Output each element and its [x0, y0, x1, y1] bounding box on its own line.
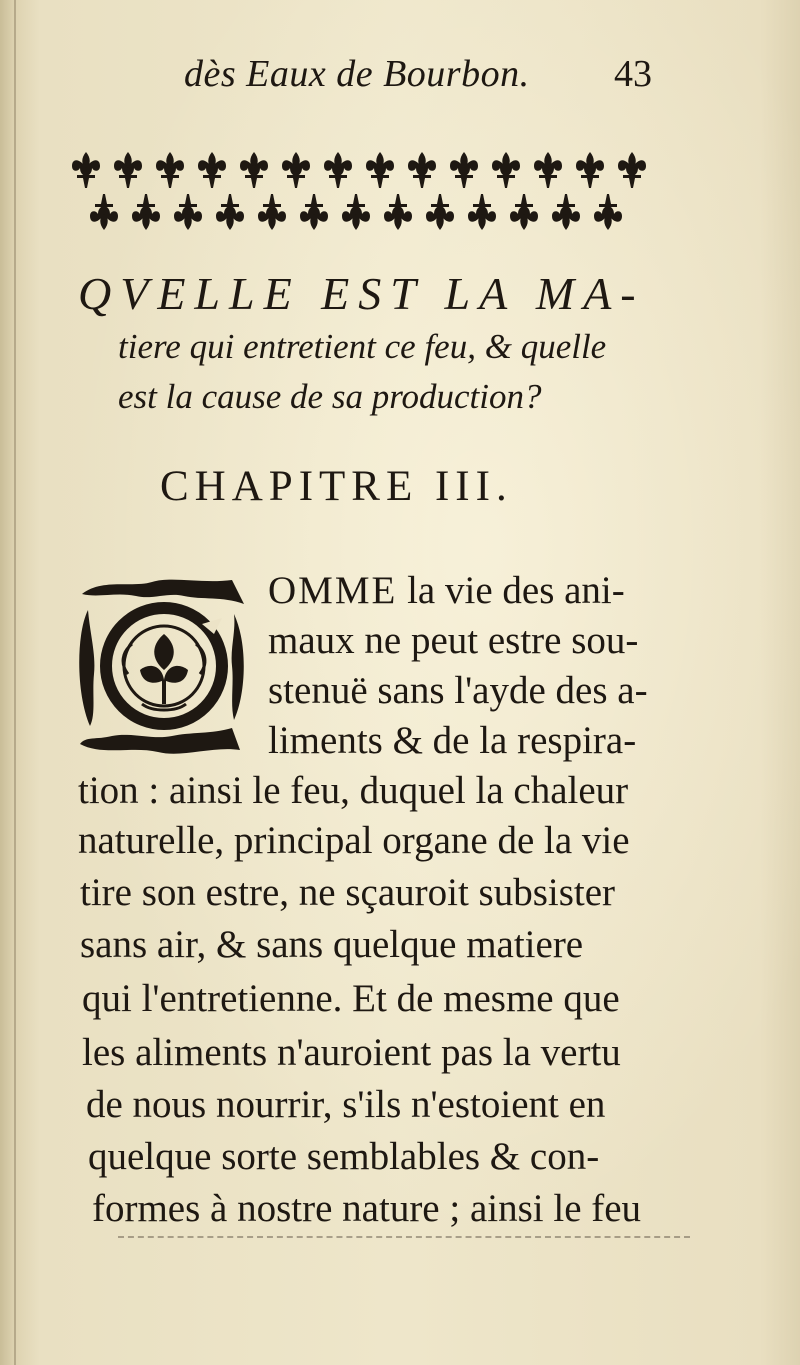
- running-head: dès Eaux de Bourbon.: [184, 53, 530, 95]
- body-line: qui l'entretienne. Et de mesme que: [82, 977, 620, 1020]
- heading-line-1: QVELLE EST LA MA-: [78, 268, 645, 319]
- heading-line-3: est la cause de sa production?: [118, 377, 542, 416]
- body-line: stenuë sans l'ayde des a-: [268, 669, 648, 712]
- body-line-text: la vie des ani-: [397, 569, 625, 612]
- body-line: liments & de la respira-: [268, 719, 637, 762]
- body-line: formes à nostre nature ; ainsi le feu: [92, 1187, 642, 1230]
- page-number: 43: [614, 53, 652, 95]
- body-line: naturelle, principal organe de la vie: [78, 819, 630, 862]
- chapter-title: CHAPITRE III.: [160, 463, 513, 510]
- body-line: de nous nourrir, s'ils n'estoient en: [86, 1083, 606, 1126]
- page-bottom-rule: [118, 1236, 690, 1240]
- heading-line-2: tiere qui entretient ce feu, & quelle: [118, 327, 607, 366]
- body-line: quelque sorte semblables & con-: [88, 1135, 600, 1178]
- body-line: maux ne peut estre sou-: [268, 619, 639, 662]
- opening-word: OMME: [268, 569, 398, 612]
- body-line: tire son estre, ne sçauroit subsister: [80, 871, 616, 914]
- body-line: tion : ainsi le feu, duquel la chaleur: [78, 769, 629, 812]
- body-line: [268, 568, 625, 613]
- body-line: les aliments n'auroient pas la vertu: [82, 1031, 621, 1074]
- body-line: sans air, & sans quelque matiere: [80, 923, 584, 966]
